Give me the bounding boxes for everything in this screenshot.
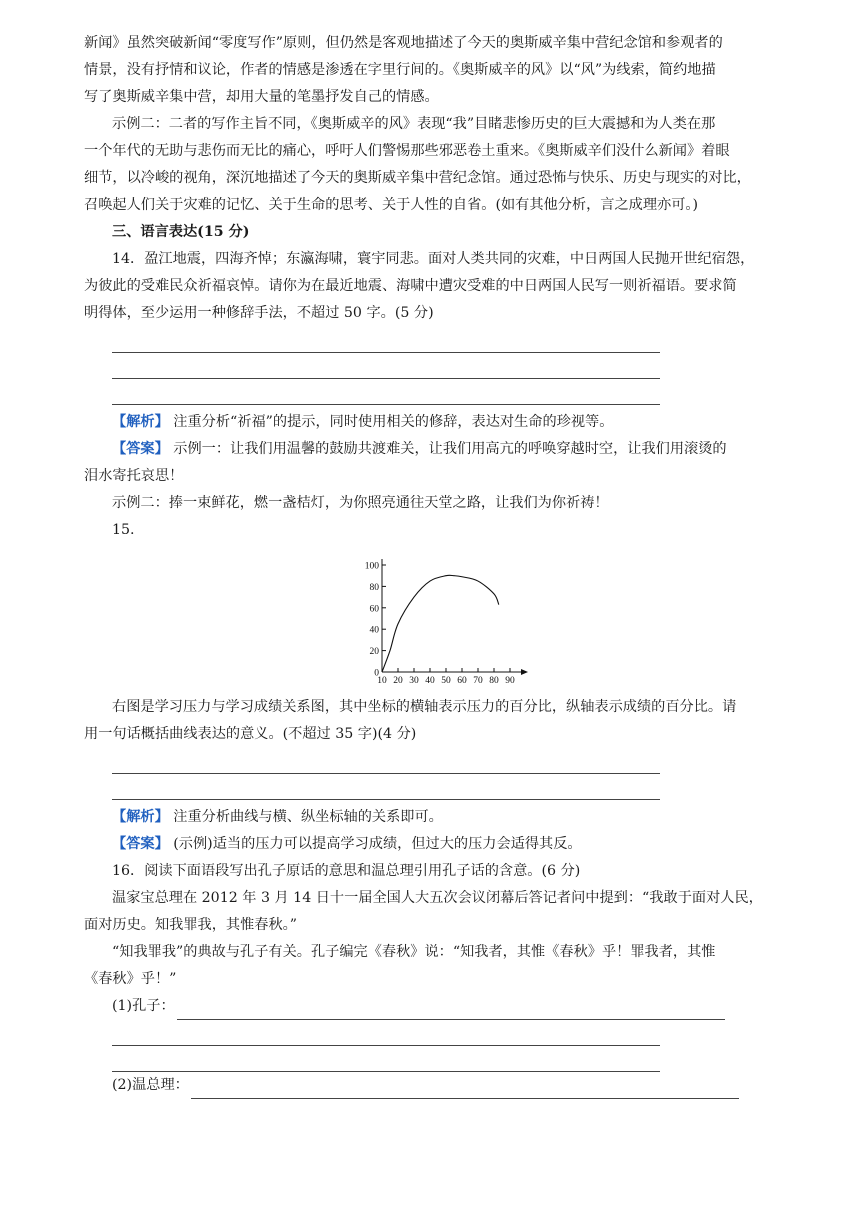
intro-line-2: 情景，没有抒情和议论，作者的情感是渗透在字里行间的。《奥斯威辛的风》以“风”为线索，简约地描 xyxy=(84,62,716,78)
q15-answer-text: (示例)适当的压力可以提高学习成绩，但过大的压力会适得其反。 xyxy=(168,836,582,852)
q14-analysis-text: 注重分析“祈福”的提示，同时使用相关的修辞，表达对生命的珍视等。 xyxy=(168,414,614,430)
x-tick-label: 20 xyxy=(393,676,403,686)
q14-answer-line-2[interactable] xyxy=(112,353,660,379)
chart-svg xyxy=(84,544,784,694)
example2-line-2: 一个年代的无助与悲伤而无比的痛心，呼吁人们警惕那些邪恶卷土重来。《奥斯威辛们没什么新闻》着眼 xyxy=(84,143,730,159)
q14-answer xyxy=(84,436,784,463)
x-tick-label: 60 xyxy=(457,676,467,686)
y-tick-label: 80 xyxy=(369,582,379,593)
q16-sub1-line-2[interactable] xyxy=(112,1020,660,1046)
q14-answer-line-2-text: 泪水寄托哀思！ xyxy=(84,468,184,484)
x-tick-label: 30 xyxy=(409,676,419,686)
q16-line-5: 《春秋》乎！” xyxy=(84,971,177,987)
y-tick-label: 0 xyxy=(374,668,379,679)
q16-line-3: 面对历史。知我罪我，其惟春秋。” xyxy=(84,917,297,933)
q15-analysis xyxy=(84,804,784,831)
q14-answer-example2: 示例二：捧一束鲜花，燃一盏桔灯，为你照亮通往天堂之路，让我们为你祈祷！ xyxy=(112,495,609,511)
document-page xyxy=(84,30,784,1099)
y-tick-label: 40 xyxy=(369,625,379,636)
example2-line-4: 召唤起人们关于灾难的记忆、关于生命的思考、关于人性的自省。(如有其他分析，言之成理亦可。) xyxy=(84,197,699,213)
q14-analysis xyxy=(84,409,784,436)
section-heading: 三、语言表达(15 分) xyxy=(112,224,250,240)
x-tick-label: 90 xyxy=(505,676,515,686)
example2-line-1: 示例二：二者的写作主旨不同，《奥斯威辛的风》表现“我”目睹悲惨历史的巨大震撼和为人类在那 xyxy=(112,116,716,132)
q16-sub2-label: (2)温总理： xyxy=(112,1077,189,1093)
y-tick-label: 20 xyxy=(369,647,379,658)
q15-answer-line-1[interactable] xyxy=(112,748,660,774)
x-tick-label: 50 xyxy=(441,676,451,686)
q16-sub1 xyxy=(84,993,784,1020)
series-line xyxy=(382,575,499,672)
q15-line-2: 用一句话概括曲线表达的意义。(不超过 35 字)(4 分) xyxy=(84,726,417,742)
answer-tag: 【答案】 xyxy=(112,441,169,457)
q14-line-1: 14．盈江地震，四海齐悼；东瀛海啸，寰宇同悲。面对人类共同的灾难，中日两国人民抛开世纪宿怨， xyxy=(112,251,755,267)
analysis-tag: 【解析】 xyxy=(112,414,169,430)
q16-sub2 xyxy=(84,1072,784,1099)
q16-sub1-answer-line[interactable] xyxy=(177,999,725,1020)
x-tick-label: 40 xyxy=(425,676,435,686)
example2-line-3: 细节，以冷峻的视角，深沉地描述了今天的奥斯威辛集中营纪念馆。通过恐怖与快乐、历史与现实的对比， xyxy=(84,170,751,186)
y-tick-label: 100 xyxy=(364,561,379,572)
x-tick-label: 10 xyxy=(377,676,387,686)
intro-line-1: 新闻》虽然突破新闻“零度写作”原则，但仍然是客观地描述了今天的奥斯威辛集中营纪念馆和参观者的 xyxy=(84,35,723,51)
q16-line-4: “知我罪我”的典故与孔子有关。孔子编完《春秋》说：“知我者，其惟《春秋》乎！罪我者，其惟 xyxy=(112,944,716,960)
q16-sub2-answer-line[interactable] xyxy=(191,1078,739,1099)
q15-answer xyxy=(84,831,784,858)
y-tick-label: 60 xyxy=(369,604,379,615)
q15-analysis-text: 注重分析曲线与横、纵坐标轴的关系即可。 xyxy=(168,809,443,825)
q14-line-2: 为彼此的受难民众祈福哀悼。请你为在最近地震、海啸中遭灾受难的中日两国人民写一则祈福语。要求简 xyxy=(84,278,737,294)
q15-number: 15. xyxy=(112,522,135,538)
stress-performance-chart xyxy=(84,544,784,694)
x-axis-arrow xyxy=(521,669,528,675)
analysis-tag: 【解析】 xyxy=(112,809,169,825)
q16-line-2: 温家宝总理在 2012 年 3 月 14 日十一届全国人大五次会议闭幕后答记者问中提到：“我敢于面对人民， xyxy=(112,890,763,906)
q16-line-1: 16．阅读下面语段写出孔子原话的意思和温总理引用孔子话的含意。(6 分) xyxy=(112,863,581,879)
q15-line-1: 右图是学习压力与学习成绩关系图，其中坐标的横轴表示压力的百分比，纵轴表示成绩的百分比。请 xyxy=(112,699,737,715)
q14-answer-line-1[interactable] xyxy=(112,327,660,353)
answer-tag: 【答案】 xyxy=(112,836,169,852)
q14-answer-text: 示例一：让我们用温馨的鼓励共渡难关，让我们用高亢的呼唤穿越时空，让我们用滚烫的 xyxy=(168,441,727,457)
intro-line-3: 写了奥斯威辛集中营，却用大量的笔墨抒发自己的情感。 xyxy=(84,89,439,105)
q16-sub1-line-3[interactable] xyxy=(112,1046,660,1072)
q15-answer-line-2[interactable] xyxy=(112,774,660,800)
q14-line-3: 明得体，至少运用一种修辞手法，不超过 50 字。(5 分) xyxy=(84,305,434,321)
q16-sub1-label: (1)孔子： xyxy=(112,998,175,1014)
q14-answer-line-3[interactable] xyxy=(112,379,660,405)
x-tick-label: 70 xyxy=(473,676,483,686)
x-tick-label: 80 xyxy=(489,676,499,686)
